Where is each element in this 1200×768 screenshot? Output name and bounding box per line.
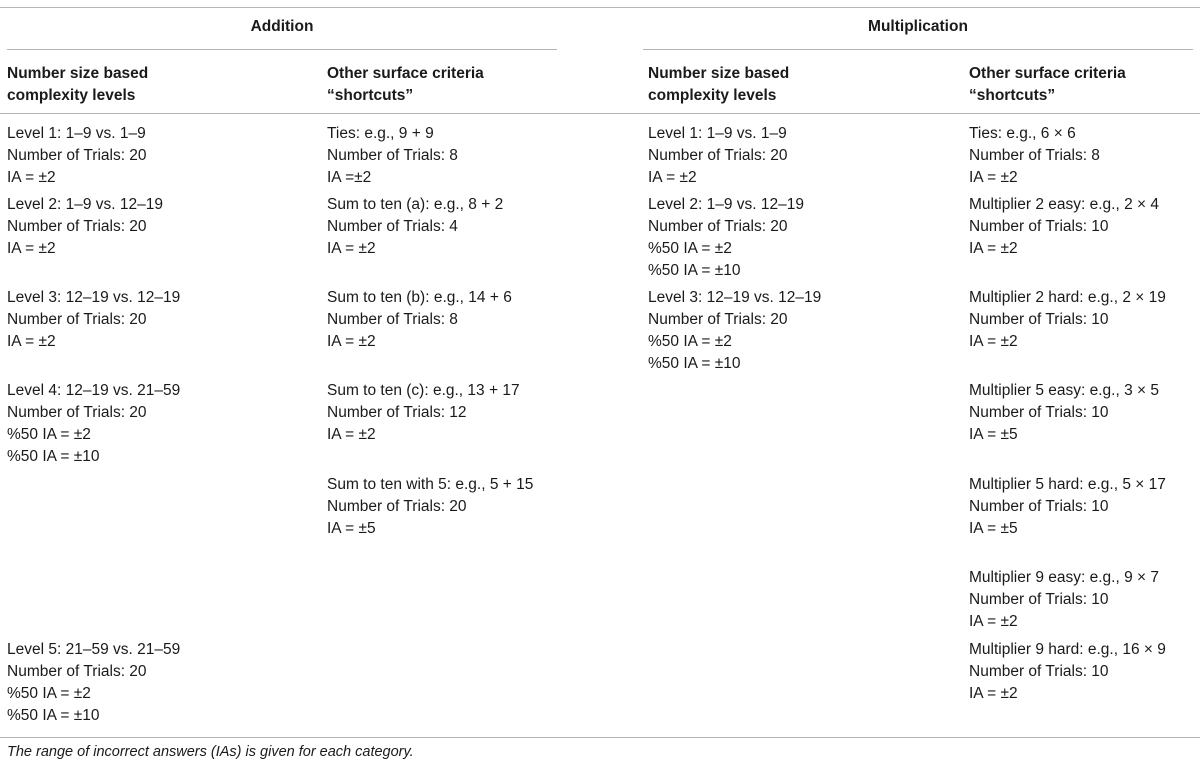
cell-line: IA = ±2	[7, 333, 56, 350]
header-line: “shortcuts”	[327, 87, 414, 104]
table-cell	[969, 567, 1159, 633]
cell-line: IA = ±2	[969, 333, 1018, 350]
cell-line: Number of Trials: 10	[969, 663, 1109, 680]
table-cell	[969, 123, 1100, 189]
multiplication-group-rule	[643, 49, 1193, 50]
cell-line: %50 IA = ±2	[7, 426, 91, 443]
cell-line: Level 2: 1–9 vs. 12–19	[7, 196, 163, 213]
cell-line: Number of Trials: 20	[7, 404, 147, 421]
table-cell	[327, 194, 503, 260]
table-cell	[969, 639, 1166, 705]
cell-line: Number of Trials: 10	[969, 311, 1109, 328]
header-line: complexity levels	[648, 87, 777, 104]
cell-line: Level 1: 1–9 vs. 1–9	[7, 125, 146, 142]
cell-line: Level 1: 1–9 vs. 1–9	[648, 125, 787, 142]
cell-line: IA = ±2	[969, 613, 1018, 630]
cell-line: Multiplier 2 easy: e.g., 2 × 4	[969, 196, 1159, 213]
table-bottom-rule	[0, 737, 1200, 738]
cell-line: IA = ±2	[327, 240, 376, 257]
header-line: Other surface criteria	[969, 65, 1126, 82]
cell-line: Number of Trials: 8	[327, 311, 458, 328]
cell-line: IA = ±5	[969, 426, 1018, 443]
cell-line: Number of Trials: 20	[648, 147, 788, 164]
table-cell	[648, 194, 804, 282]
cell-line: %50 IA = ±10	[7, 707, 100, 724]
cell-line: Multiplier 5 hard: e.g., 5 × 17	[969, 476, 1166, 493]
cell-line: Number of Trials: 8	[969, 147, 1100, 164]
cell-line: IA =±2	[327, 169, 372, 186]
cell-line: Multiplier 9 hard: e.g., 16 × 9	[969, 641, 1166, 658]
table-cell	[327, 474, 533, 540]
cell-line: Number of Trials: 4	[327, 218, 458, 235]
cell-line: Sum to ten (a): e.g., 8 + 2	[327, 196, 504, 213]
cell-line: Number of Trials: 8	[327, 147, 458, 164]
cell-line: Number of Trials: 20	[7, 311, 147, 328]
header-bottom-rule	[0, 113, 1200, 114]
cell-line: Number of Trials: 10	[969, 218, 1109, 235]
cell-line: Multiplier 9 easy: e.g., 9 × 7	[969, 569, 1159, 586]
cell-line: Level 2: 1–9 vs. 12–19	[648, 196, 804, 213]
table-cell	[327, 380, 520, 446]
cell-line: IA = ±2	[648, 169, 697, 186]
cell-line: Number of Trials: 20	[648, 311, 788, 328]
cell-line: IA = ±2	[969, 685, 1018, 702]
addition-shortcuts-column-header	[327, 63, 484, 107]
cell-line: %50 IA = ±2	[648, 240, 732, 257]
addition-levels-column-header	[7, 63, 148, 107]
cell-line: Level 4: 12–19 vs. 21–59	[7, 382, 181, 399]
table-cell	[969, 474, 1166, 540]
cell-line: IA = ±2	[327, 426, 376, 443]
cell-line: %50 IA = ±2	[648, 333, 732, 350]
table-cell	[7, 194, 163, 260]
cell-line: %50 IA = ±2	[7, 685, 91, 702]
cell-line: %50 IA = ±10	[7, 448, 100, 465]
multiplication-levels-column-header	[648, 63, 789, 107]
table-cell	[7, 380, 180, 468]
table-cell	[648, 287, 821, 375]
cell-line: Number of Trials: 20	[7, 218, 147, 235]
table-cell	[327, 123, 458, 189]
header-line: Other surface criteria	[327, 65, 484, 82]
multiplication-group-header: Multiplication	[868, 18, 968, 35]
cell-line: IA = ±2	[7, 169, 56, 186]
header-line: Number size based	[648, 65, 790, 82]
multiplication-shortcuts-column-header	[969, 63, 1126, 107]
table-cell	[969, 194, 1159, 260]
table-top-rule	[0, 7, 1200, 8]
addition-group-rule	[7, 49, 557, 50]
cell-line: Level 3: 12–19 vs. 12–19	[7, 289, 181, 306]
addition-group-header: Addition	[250, 18, 314, 35]
cell-line: Multiplier 5 easy: e.g., 3 × 5	[969, 382, 1159, 399]
table-cell	[969, 287, 1166, 353]
cell-line: Sum to ten (b): e.g., 14 + 6	[327, 289, 512, 306]
cell-line: Multiplier 2 hard: e.g., 2 × 19	[969, 289, 1166, 306]
cell-line: Level 5: 21–59 vs. 21–59	[7, 641, 181, 658]
cell-line: %50 IA = ±10	[648, 262, 741, 279]
cell-line: %50 IA = ±10	[648, 355, 741, 372]
cell-line: Number of Trials: 20	[7, 663, 147, 680]
cell-line: Number of Trials: 10	[969, 498, 1109, 515]
table-cell	[7, 287, 180, 353]
cell-line: IA = ±5	[969, 520, 1018, 537]
table-cell	[969, 380, 1159, 446]
header-line: Number size based	[7, 65, 149, 82]
cell-line: Sum to ten (c): e.g., 13 + 17	[327, 382, 520, 399]
cell-line: Number of Trials: 10	[969, 591, 1109, 608]
cell-line: Number of Trials: 20	[327, 498, 467, 515]
table-cell	[7, 123, 147, 189]
cell-line: IA = ±2	[7, 240, 56, 257]
table-footnote: The range of incorrect answers (IAs) is given for each category.	[7, 744, 414, 760]
cell-line: Number of Trials: 10	[969, 404, 1109, 421]
cell-line: Ties: e.g., 9 + 9	[327, 125, 434, 142]
header-line: “shortcuts”	[969, 87, 1056, 104]
cell-line: Level 3: 12–19 vs. 12–19	[648, 289, 822, 306]
cell-line: Number of Trials: 12	[327, 404, 467, 421]
cell-line: Number of Trials: 20	[7, 147, 147, 164]
cell-line: IA = ±2	[969, 169, 1018, 186]
table-cell	[648, 123, 788, 189]
table-cell	[327, 287, 512, 353]
cell-line: Number of Trials: 20	[648, 218, 788, 235]
table-cell	[7, 639, 180, 727]
cell-line: IA = ±5	[327, 520, 376, 537]
cell-line: IA = ±2	[969, 240, 1018, 257]
header-line: complexity levels	[7, 87, 136, 104]
cell-line: Sum to ten with 5: e.g., 5 + 15	[327, 476, 534, 493]
cell-line: Ties: e.g., 6 × 6	[969, 125, 1076, 142]
cell-line: IA = ±2	[327, 333, 376, 350]
